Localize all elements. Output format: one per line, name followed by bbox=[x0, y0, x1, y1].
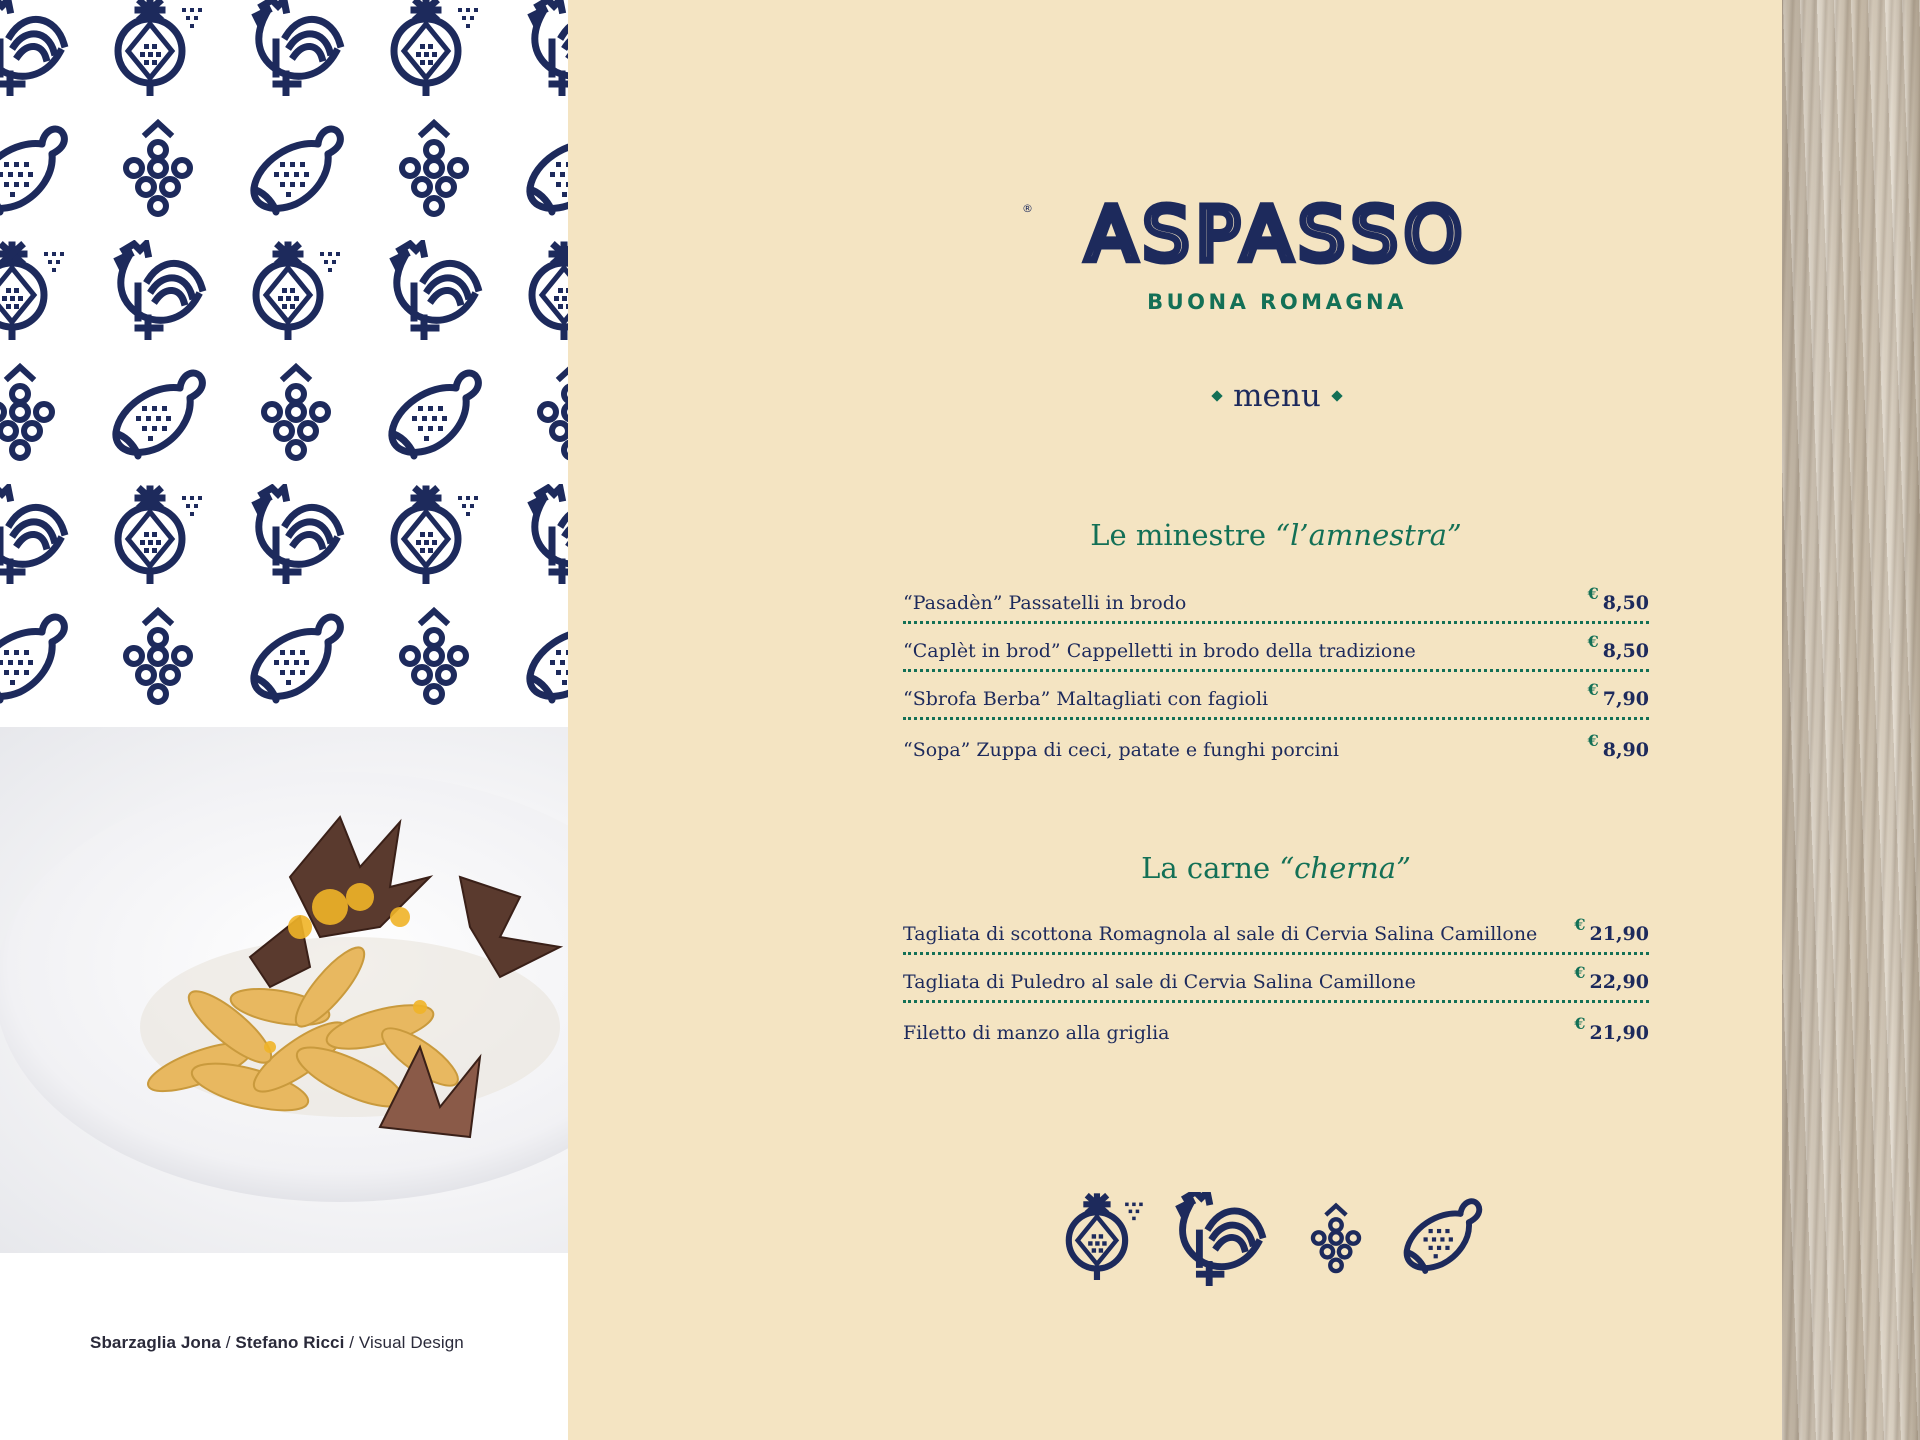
section-title-text: La carne bbox=[1141, 851, 1271, 885]
diamond-ornament bbox=[1211, 390, 1222, 401]
pomegranate-icon bbox=[118, 489, 202, 582]
ham-icon bbox=[1407, 1201, 1480, 1271]
icon-row bbox=[1060, 1192, 1500, 1292]
menu-label: menu bbox=[1233, 378, 1321, 414]
credit-role: Visual Design bbox=[358, 1333, 464, 1352]
menu-item-price bbox=[1574, 915, 1649, 945]
grapes-icon bbox=[402, 611, 466, 702]
pomegranate-icon bbox=[118, 1, 202, 94]
menu-item bbox=[903, 576, 1649, 624]
wood-texture bbox=[1782, 0, 1920, 1440]
credit-separator: / bbox=[220, 1333, 236, 1352]
section-items-carne bbox=[903, 907, 1649, 1051]
menu-heading bbox=[1177, 378, 1377, 414]
price-value: 21,90 bbox=[1589, 923, 1649, 945]
rooster-icon bbox=[256, 0, 340, 94]
menu-item-price bbox=[1587, 680, 1649, 710]
price-value: 7,90 bbox=[1602, 688, 1649, 710]
price-value: 8,90 bbox=[1602, 739, 1649, 761]
section-title-carne bbox=[903, 851, 1649, 885]
price-value: 22,90 bbox=[1589, 971, 1649, 993]
rooster-icon bbox=[0, 0, 64, 94]
menu-item-name: “Sbrofa Berba” Maltagliati con fagioli bbox=[903, 688, 1269, 710]
menu-item bbox=[903, 1003, 1649, 1051]
diamond-ornament bbox=[1331, 390, 1342, 401]
credit-separator: / bbox=[344, 1333, 359, 1352]
ham-icon bbox=[254, 129, 341, 212]
credits bbox=[90, 1333, 464, 1353]
rooster-icon bbox=[256, 488, 340, 582]
section-subtitle: “l’amnestra” bbox=[1275, 518, 1462, 552]
section-items-minestre bbox=[903, 576, 1649, 768]
pomegranate-icon bbox=[394, 1, 478, 94]
menu-item bbox=[903, 624, 1649, 672]
ham-icon bbox=[0, 129, 64, 212]
euro-sign: € bbox=[1574, 915, 1586, 934]
grapes-icon bbox=[126, 611, 190, 702]
credit-author-1: Sbarzaglia Jona bbox=[90, 1333, 221, 1352]
menu-item-price bbox=[1587, 731, 1649, 761]
registered-mark: ® bbox=[1022, 202, 1033, 215]
brand-logo bbox=[1022, 194, 1532, 274]
grapes-icon bbox=[264, 367, 328, 458]
ham-icon bbox=[392, 373, 479, 456]
brand-tagline: BUONA ROMAGNA bbox=[1147, 290, 1407, 314]
pomegranate-icon bbox=[1069, 1196, 1143, 1278]
menu-item bbox=[903, 907, 1649, 955]
icon-row-svg bbox=[1060, 1192, 1500, 1292]
menu-item-price bbox=[1587, 584, 1649, 614]
price-value: 8,50 bbox=[1602, 592, 1649, 614]
section-title-text: Le minestre bbox=[1090, 518, 1267, 552]
ham-icon bbox=[116, 373, 203, 456]
euro-sign: € bbox=[1587, 680, 1599, 699]
pomegranate-icon bbox=[256, 245, 340, 338]
pomegranate-icon bbox=[0, 245, 64, 338]
brand-logo-wordmark bbox=[1022, 194, 1532, 274]
menu-item-name: Tagliata di Puledro al sale di Cervia Salina Camillone bbox=[903, 971, 1416, 993]
grapes-icon bbox=[126, 123, 190, 214]
ham-icon bbox=[254, 617, 341, 700]
credit-author-2: Stefano Ricci bbox=[235, 1333, 345, 1352]
rooster-icon bbox=[0, 488, 64, 582]
ham-icon bbox=[0, 617, 64, 700]
menu-item-price bbox=[1574, 963, 1649, 993]
menu-item-name: Filetto di manzo alla griglia bbox=[903, 1022, 1170, 1044]
grapes-icon bbox=[1313, 1206, 1359, 1272]
brand-name: ASPASSO bbox=[1085, 194, 1469, 274]
rooster-icon bbox=[118, 244, 202, 338]
menu-item-price bbox=[1574, 1014, 1649, 1044]
euro-sign: € bbox=[1587, 632, 1599, 651]
rooster-icon bbox=[1180, 1192, 1262, 1284]
pomegranate-icon bbox=[394, 489, 478, 582]
euro-sign: € bbox=[1587, 731, 1599, 750]
grapes-icon bbox=[0, 367, 52, 458]
menu-item-name: “Sopa” Zuppa di ceci, patate e funghi porcini bbox=[903, 739, 1339, 761]
menu-item bbox=[903, 672, 1649, 720]
menu-item bbox=[903, 720, 1649, 768]
euro-sign: € bbox=[1574, 963, 1586, 982]
menu-item-name: “Caplèt in brod” Cappelletti in brodo della tradizione bbox=[903, 640, 1416, 662]
menu-item-name: Tagliata di scottona Romagnola al sale di Cervia Salina Camillone bbox=[903, 923, 1538, 945]
section-subtitle: “cherna” bbox=[1279, 851, 1411, 885]
euro-sign: € bbox=[1587, 584, 1599, 603]
grapes-icon bbox=[402, 123, 466, 214]
menu-item-name: “Pasadèn” Passatelli in brodo bbox=[903, 592, 1187, 614]
price-value: 8,50 bbox=[1602, 640, 1649, 662]
euro-sign: € bbox=[1574, 1014, 1586, 1033]
menu-item-price bbox=[1587, 632, 1649, 662]
menu-item bbox=[903, 955, 1649, 1003]
price-value: 21,90 bbox=[1589, 1022, 1649, 1044]
rooster-icon bbox=[394, 244, 478, 338]
section-title-minestre bbox=[903, 518, 1649, 552]
